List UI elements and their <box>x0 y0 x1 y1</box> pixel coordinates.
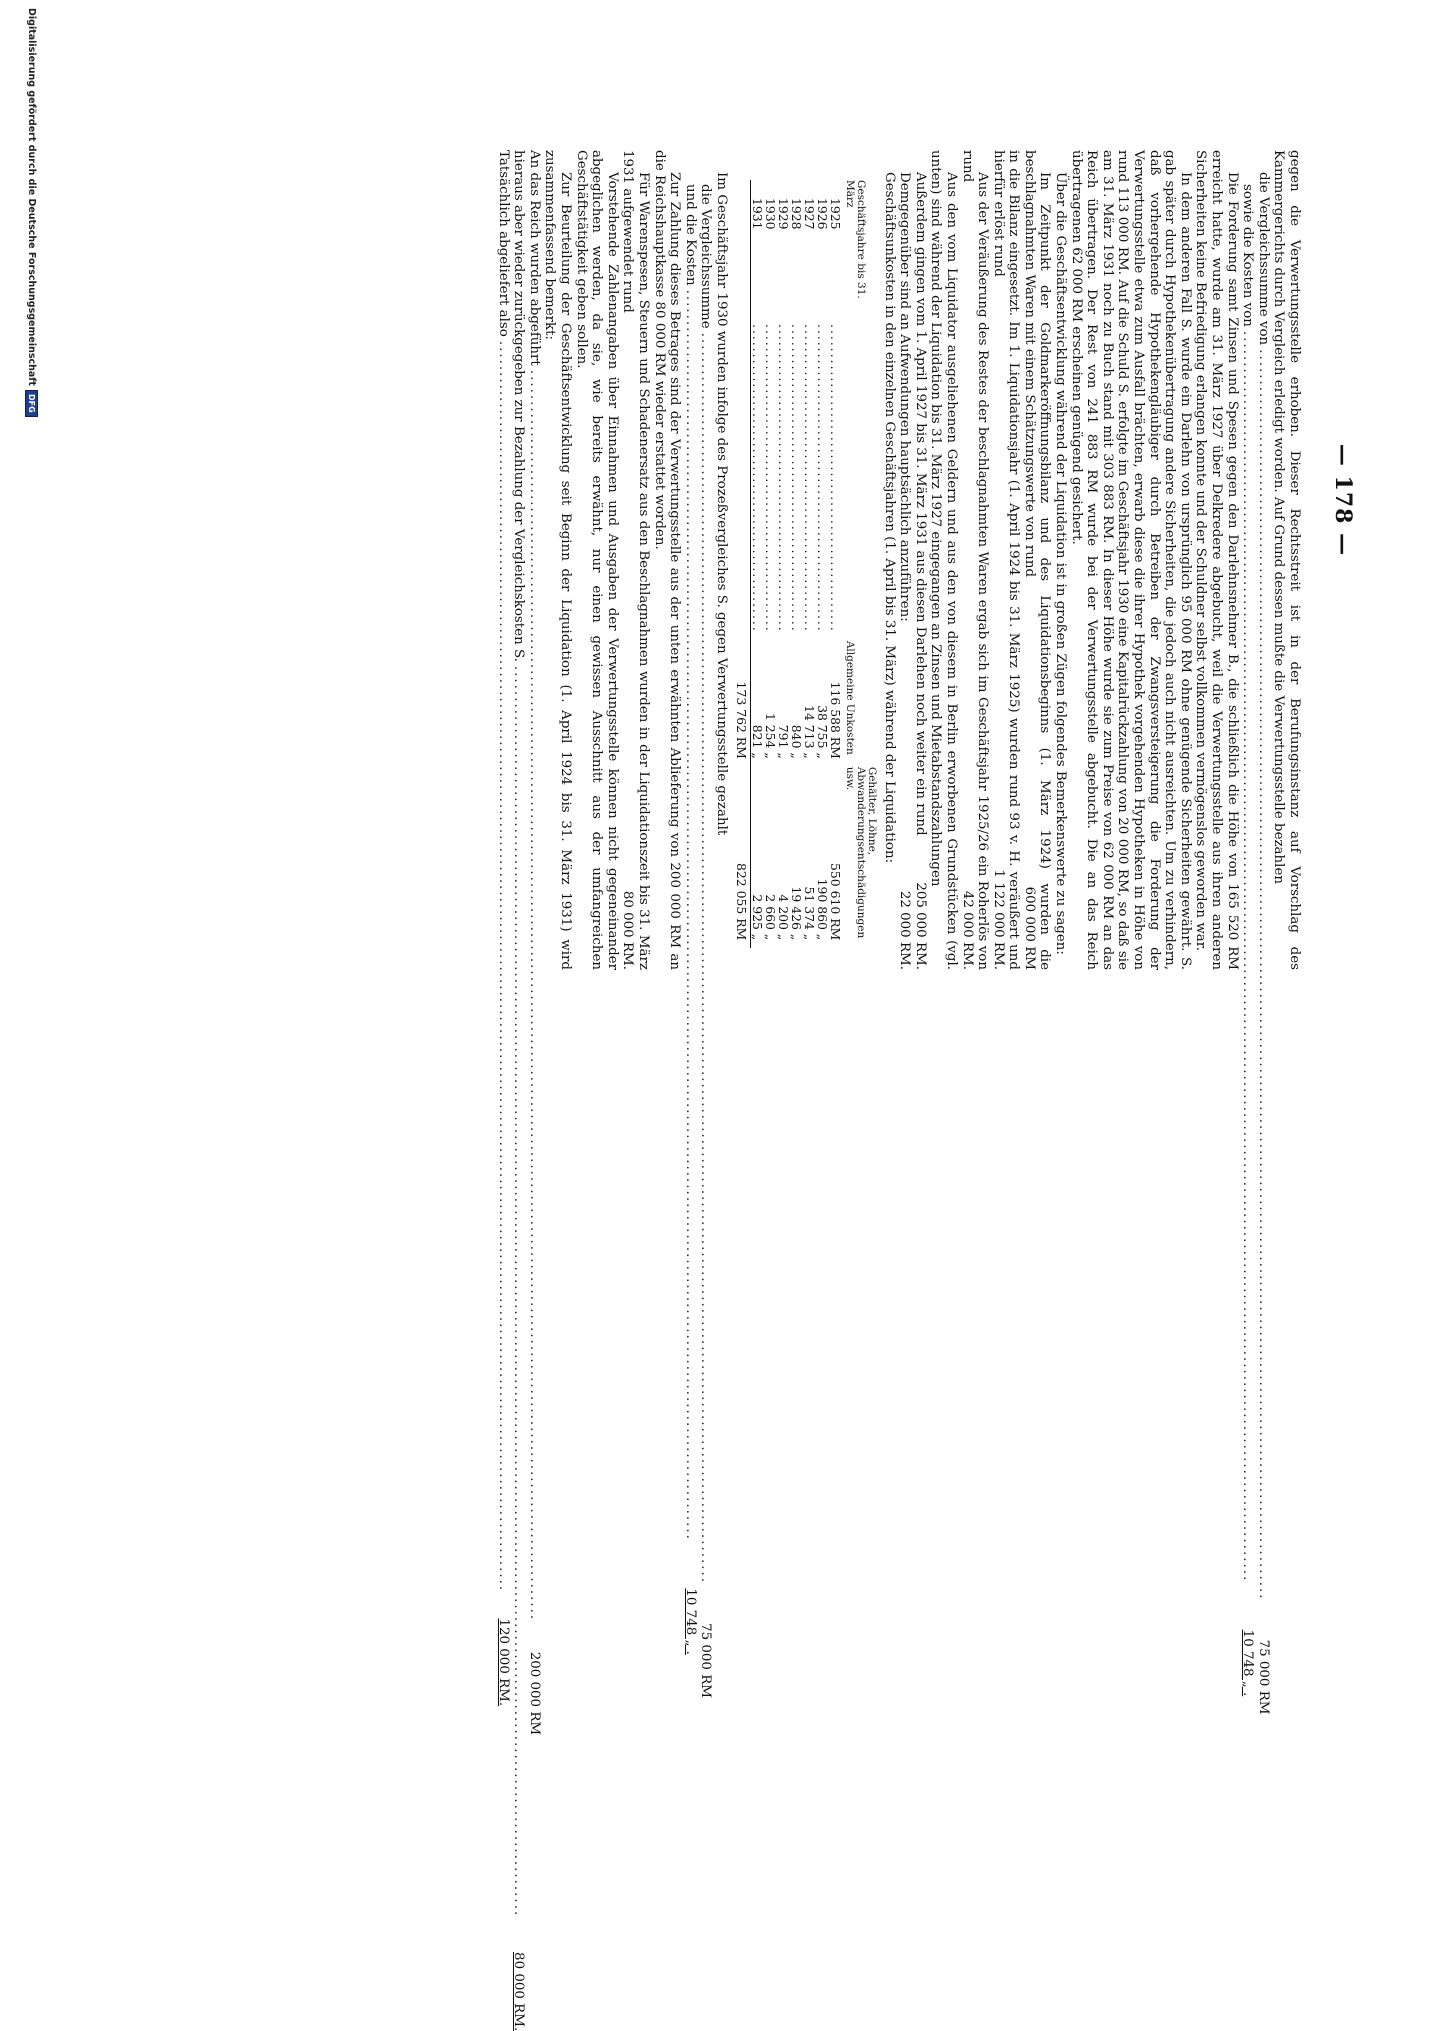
paragraph: Im Zeitpunkt der Goldmarkeröffnungsbilanz und des Liquidationsbeginns (1. März 1924) wurden die beschlagnahmten Waren mit einem Schätzungswerte von rund 600 000 RM <box>1021 150 1053 970</box>
paragraph: in die Bilanz eingesetzt. Im 1. Liquidationsjahr (1. April 1924 bis 31. März 1925) wurden rund 93 v. H. veräußert und hierfür erlöst rund 1 122 000 RM. <box>990 150 1022 970</box>
paragraph: Aus der Veräußerung des Restes der beschlagnahmten Waren ergab sich im Geschäftsjahr 1925/26 ein Roherlös von rund 42 000 RM. <box>959 150 991 970</box>
table-row: 1928 .................................................... 840 „ 19 426 „ <box>790 180 803 948</box>
table-total-row <box>735 180 751 948</box>
table-row: 1926 .................................................... 38 755 „ 190 860 „ <box>816 180 829 948</box>
footer-text: Digitalisierung gefördert durch die Deutsche Forschungsgemeinschaft <box>26 8 37 386</box>
year-cell: 1929 <box>775 198 791 230</box>
paragraph: Zur Beurteilung der Geschäftsentwicklung seit Beginn der Liquidation (1. April 1924 bis 31. März 1931) wird zusammenfassend bemerkt: <box>542 150 574 970</box>
settlement-row: die Vergleichssumme von ..... 75 000 RM <box>1255 150 1271 970</box>
paragraph: Geschäftsunkosten in den einzelnen Geschäftsjahren (1. April bis 31. März) während der Liquidation: <box>881 172 897 864</box>
column-header: Allgemeine Unkosten <box>843 640 856 755</box>
table-header <box>842 180 877 948</box>
settlement-row: die Vergleichssumme ..... 75 000 RM <box>698 150 714 970</box>
salary-cost-cell: 550 610 RM <box>827 863 843 941</box>
paragraph: Die Forderung samt Zinsen und Spesen gegen den Darlehnsnehmer B., die schließlich die Höhe von 165 520 RM erreicht hatte, wurde am 31. März 1927 über Delkredere abgebucht, weil die Verwertungsstelle aus ihren anderen Sicherheiten keine Befriedigung erlangen konnte und der Schuldner selbst vollkommen vermögenslos geworden war. <box>1193 150 1240 970</box>
total-cell: 822 055 RM <box>735 767 751 948</box>
year-cell: 1925 <box>827 198 843 230</box>
general-cost-cell: 1 254 „ <box>762 712 778 759</box>
footer-credit <box>25 8 38 1008</box>
paragraph: Demgegenüber sind an Aufwendungen hauptsächlich anzuführen: <box>897 172 913 622</box>
expense-table <box>735 180 877 948</box>
salary-cost-cell: 51 374 „ <box>801 886 817 941</box>
summary-row: An das Reich wurden abgeführt ..... 200 000 RM <box>526 150 542 970</box>
salary-cost-cell: 190 860 „ <box>814 878 830 941</box>
paragraph: Aus den vom Liquidator ausgeliehenen Geldern und aus den von diesem in Berlin erworbenen Grundstücken (vgl. unten) sind während der Liquidation bis 31. März 1927 eingegangen an Zinsen und Mietabstandszahlungen 205 000 RM. <box>912 150 959 970</box>
general-cost-cell: 791 „ <box>775 724 791 759</box>
year-cell: 1927 <box>801 198 817 230</box>
year-cell: 1930 <box>762 198 778 230</box>
year-cell: 1926 <box>814 198 830 230</box>
salary-cost-cell: 4 200 „ <box>775 894 791 941</box>
general-cost-cell: 116 588 RM <box>827 681 843 759</box>
paragraph: Über die Geschäftsentwicklung während der Liquidation ist in großen Zügen folgendes Bemerkenswerte zu sagen: <box>1053 172 1069 955</box>
salary-cost-cell: 2 660 „ <box>762 894 778 941</box>
settlement-row: sowie die Kosten von ..... 10 748 „ . <box>1240 150 1256 970</box>
total-cell: 173 762 RM <box>735 641 751 767</box>
table-row: 1929 .................................................... 791 „ 4 200 „ <box>777 180 790 948</box>
year-cell: 1928 <box>788 198 804 230</box>
table-row: 1930 .................................................... 1 254 „ 2 660 „ <box>764 180 777 948</box>
table-row: 1931 .................................................... 821 „ 2 925 „ <box>750 180 764 948</box>
general-cost-cell: 840 „ <box>788 724 804 759</box>
page-number: — 178 — <box>1330 443 1356 557</box>
salary-cost-cell: 19 426 „ <box>788 886 804 941</box>
paragraph: In dem anderen Fall S. wurde ein Darlehn von ursprünglich 95 000 RM ohne genügende Sicherheiten gewährt. S. gab später durch Hypothekenübertragung andere Sicherheiten, die jedoch auch nicht ausreichten. Um zu verhindern, daß vorhergehende Hypothekengläubiger durch Betreiben der Zwangsversteigerung die Forderung der Verwertungsstelle etwa zum Ausfall brächten, erwarb diese die ihrer Hypothek vorgehenden Hypotheken in Höhe von rund 113 000 RM. Auf die Schuld S. erfolgte im Geschäftsjahr 1930 eine Kapitalrückzahlung von 20 000 RM, so daß sie am 31. März 1931 noch zu Buch stand mit 303 883 RM. In dieser Höhe wurde sie zum Preise von 62 000 RM an das Reich übertragen. Der Rest von 241 883 RM wurde bei der Verwertungsstelle abgebucht. Die an das Reich übertragenen 62 000 RM erscheinen genügend gesichert. <box>1068 150 1193 970</box>
settlement-row: und die Kosten ..... 10 748 „ . <box>682 150 698 970</box>
table-row: 1927 .................................................... 14 713 „ 51 374 „ <box>803 180 816 948</box>
paragraph: gegen die Verwertungsstelle erhoben. Dieser Rechtsstreit ist in der Berufungsinstanz auf Vorschlag des Kammergerichts durch Vergleich erledigt worden. Auf Grund dessen mußte die Verwertungsstelle bezahlen <box>1271 150 1302 970</box>
general-cost-cell: 38 755 „ <box>814 705 830 759</box>
paragraph: Im Geschäftsjahr 1930 wurden infolge des Prozeßvergleiches S. gegen Verwertungsstelle gezahlt <box>713 172 729 836</box>
summary-row: Tatsächlich abgeliefert also ..... 120 000 RM. <box>495 150 511 970</box>
dfg-logo: DFG <box>25 390 38 417</box>
salary-cost-cell: 2 925 „ <box>749 894 765 941</box>
paragraph: Für Warenspesen, Steuern und Schadenersatz aus den Beschlagnahmen wurden in der Liquidationszeit bis 31. März 1931 aufgewendet rund 80 000 RM. <box>620 150 651 970</box>
page-body <box>495 150 1302 2031</box>
summary-row: hieraus aber wieder zurückgegeben zur Bezahlung der Vergleichskosten S. ..... 80 000 RM. <box>511 150 527 970</box>
paragraph: Zur Zahlung dieses Betrages sind der Verwertungsstelle aus der unten erwähnten Ablieferung von 200 000 RM an die Reichshauptkasse 80 000 RM wieder erstattet worden. <box>651 150 683 970</box>
paragraph: Außerdem gingen vom 1. April 1927 bis 31. März 1931 aus diesen Darlehen noch weiter ein rund 22 000 RM. <box>897 172 928 970</box>
year-cell: 1931 <box>749 198 765 230</box>
table-row: 1925 .................................................... 116 588 RM 550 610 RM <box>829 180 842 948</box>
column-header: Gehälter, Löhne, Abwanderungsentschädigungen usw. <box>843 766 878 939</box>
column-header: Geschäftsjahre bis 31. März <box>843 180 867 299</box>
general-cost-cell: 821 „ <box>749 724 765 759</box>
general-cost-cell: 14 713 „ <box>801 705 817 759</box>
paragraph: Vorstehende Zahlenangaben über Einnahmen und Ausgaben der Verwertungsstelle können nicht gegeneinander abgeglichen werden, da sie, wie bereits erwähnt, nur einen gewissen Ausschnitt aus der umfangreichen Geschäftstätigkeit geben sollen. <box>573 150 620 970</box>
